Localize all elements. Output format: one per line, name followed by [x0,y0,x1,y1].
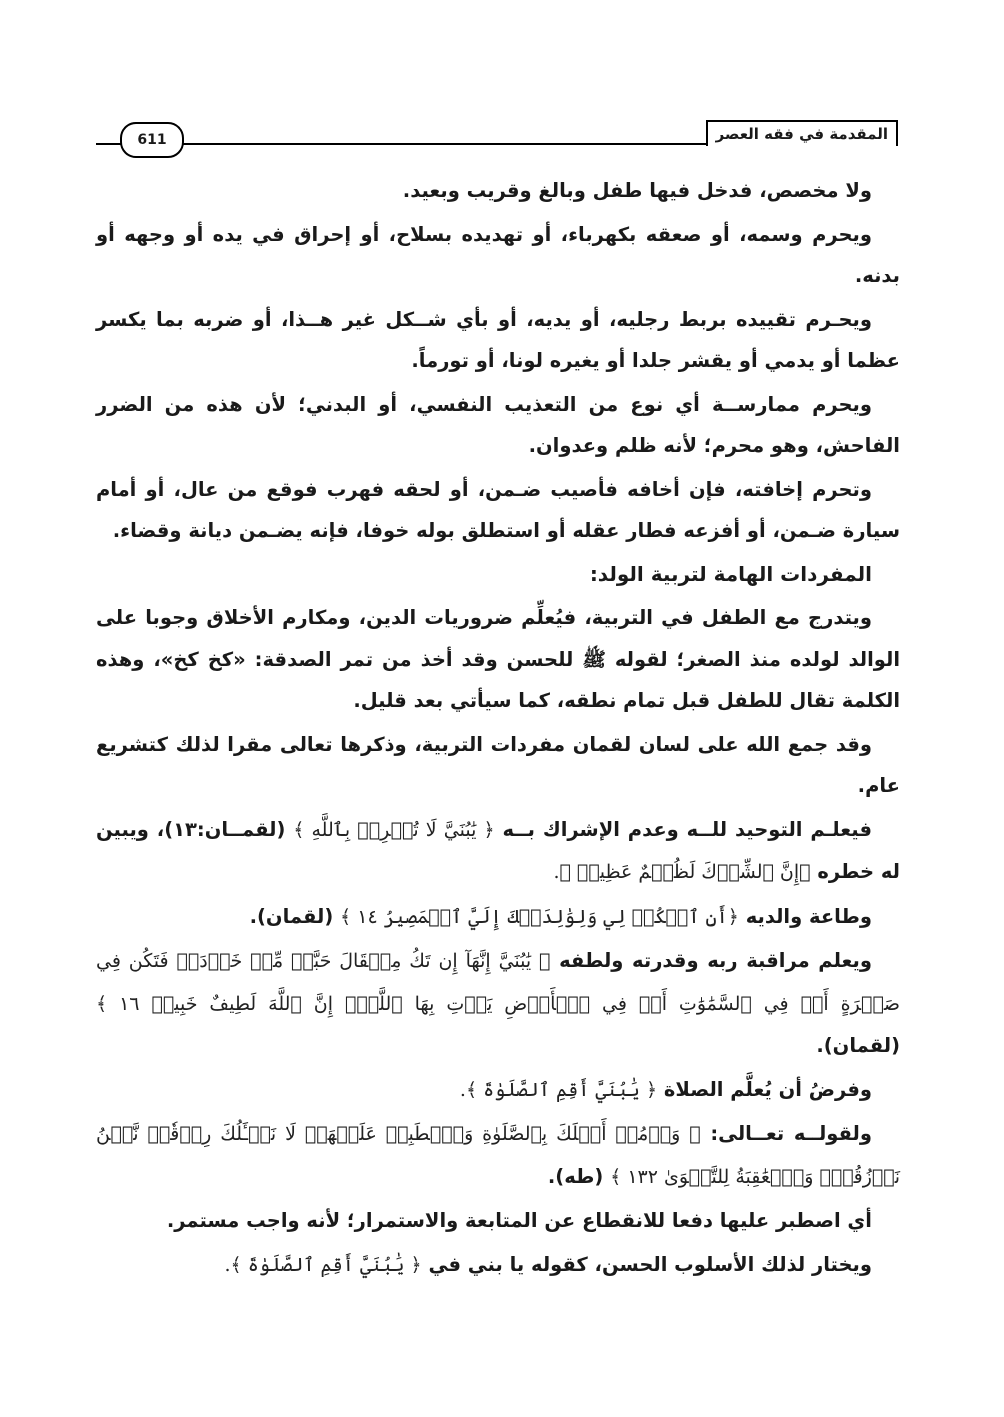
quran-verse: ﴿ وَأۡمُرۡ أَهۡلَكَ بِٱلصَّلَوٰةِ وَٱصۡطَبِرۡ عَلَيۡهَاۖ لَا نَسۡـَٔلُكَ رِزۡقٗاۖ نَّحۡنُ نَرۡزُقُكَۗ وَٱلۡعَٰقِبَةُ لِلتَّقۡوَىٰ ١٣٢ ﴾ [96,1123,900,1188]
verse-reference: (طه). [547,1164,604,1188]
page-header [96,118,898,154]
paragraph: ولا مخصص، فدخل فيها طفل وبالغ وقريب وبعيد. [402,179,872,202]
paragraph-text: وطاعة والديه [745,904,872,928]
section-heading: المفردات الهامة لتربية الولد: [589,561,872,586]
verse-reference: (لقمــان:١٣)، ويبين له خطره [96,817,900,883]
paragraph: ويحرم ممارســة أي نوع من التعذيب النفسي، أو البدني؛ لأن هذه من الضرر الفاحش، وهو محرم؛ لأنه ظلم وعدوان. [96,392,900,457]
quran-verse: ﴿ يَٰبُنَيَّ لَا تُشۡرِكۡ بِٱللَّهِ ﴾ [293,818,495,841]
paragraph [96,1244,900,1287]
verse-reference: (لقمان). [249,904,334,928]
paragraph: ويحـرم تقييده بربط رجليه، أو يديه، أو بأي شــكل غير هــذا، أو ضربه بما يكسر عظما أو يدمي أو يقشر جلدا أو يغيره لونا، أو تورماً. [96,307,900,372]
paragraph [96,896,900,939]
book-title: المقدمة في فقه العصر [706,120,898,146]
paragraph-text: وفرضُ أن يُعلَّم الصلاة [663,1077,872,1101]
quran-verse: ﴿ يَٰبُنَيَّ أَقِمِ ٱلصَّلَوٰةَ ﴾. [459,1078,658,1101]
quran-verse: ﴿أَنِ ٱشۡكُرۡ لِي وَلِوَٰلِدَيۡكَ إِلَيَّ ٱلۡمَصِيرُ ١٤ ﴾ [340,905,739,928]
paragraph: أي اصطبر عليها دفعا للانقطاع عن المتابعة والاستمرار؛ لأنه واجب مستمر. [166,1209,872,1232]
paragraph-text: ويعلم مراقبة ربه وقدرته ولطفه [559,949,872,972]
paragraph-text: ويختار لذلك الأسلوب الحسن، كقوله يا بني في [428,1252,872,1276]
paragraph [96,809,900,894]
paragraph-text: ولقولــه تعــالى: [710,1122,872,1145]
paragraph: وقد جمع الله على لسان لقمان مفردات التربية، وذكرها تعالى مقرا لذلك كتشريع عام. [96,732,900,797]
quran-verse: ﴿ يَٰبُنَيَّ أَقِمِ ٱلصَّلَوٰةَ ﴾. [224,1253,422,1276]
page-body [96,170,900,1288]
paragraph [96,940,900,1067]
paragraph [96,1069,900,1112]
quran-verse: ﴿إِنَّ ٱلشِّرۡكَ لَظُلۡمٌ عَظِيمٞ ﴾. [553,861,811,883]
paragraph: وتحرم إخافته، فإن أخافه فأصيب ضـمن، أو لحقه فهرب فوقع من عال، أو أمام سيارة ضـمن، أو أفزعه فطار عقله أو استطلق بوله خوفا، فإنه يضـمن ديانة وقضاء. [96,477,900,542]
page-number: 611 [120,122,184,158]
quran-verse: ﴿ يَٰبُنَيَّ إِنَّهَآ إِن تَكُ مِثۡقَالَ حَبَّةٖ مِّنۡ خَرۡدَلٖ فَتَكُن فِي صَخۡرَةٍ أَوۡ فِي ٱلسَّمَٰوَٰتِ أَوۡ فِي ٱلۡأَرۡضِ يَأۡتِ بِهَا ٱللَّهُۚ إِنَّ ٱللَّهَ لَطِيفٌ خَبِيرٞ ١٦ ﴾ [96,950,900,1015]
verse-reference: (لقمان). [816,1034,900,1057]
paragraph [96,1113,900,1198]
paragraph-text: فيعلـم التوحيد للــه وعدم الإشراك بــه [502,817,872,841]
paragraph: ويحرم وسمه، أو صعقه بكهرباء، أو تهديده بسلاح، أو إحراق في يده أو وجهه أو بدنه. [96,222,900,287]
paragraph: ويتدرج مع الطفل في التربية، فيُعلِّم ضروريات الدين، ومكارم الأخلاق وجوبا على الوالد لولده منذ الصغر؛ لقوله ﷺ للحسن وقد أخذ من تمر الصدقة: «كخ كخ»، وهذه الكلمة تقال للطفل قبل تمام نطقه، كما سيأتي بعد قليل. [96,606,900,712]
